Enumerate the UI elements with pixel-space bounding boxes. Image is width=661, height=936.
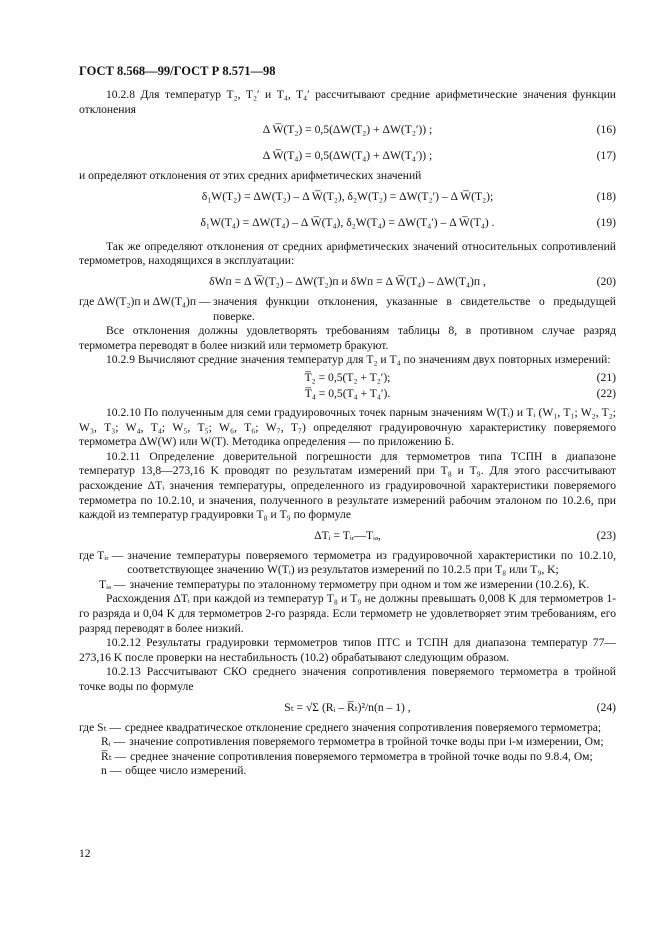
definition-row: [79, 549, 616, 578]
definition-row: [79, 578, 616, 593]
page-body: [79, 88, 616, 779]
equation-23-formula: ΔTᵢ = Tᵢᵣ—Tᵢₔ,: [314, 528, 381, 542]
equation-16-number: (16): [596, 123, 616, 137]
equation-17-formula: Δ W̅(T₄) = 0,5(ΔW(T₄) + ΔW(T₄′)) ;: [262, 149, 433, 163]
definition-term: где ΔW(T₂)п и ΔW(T₄)п —: [79, 294, 211, 308]
definition-term: R̅ₜ —: [101, 749, 127, 763]
definition-row: [79, 750, 616, 765]
equation-22-formula: T̅₄ = 0,5(T₄ + T₄′).: [304, 386, 391, 400]
equation-18-number: (18): [596, 189, 616, 203]
equation-18-formula: δ₁W(T₂) = ΔW(T₂) – Δ W̅(T₂), δ₂W(T₂) = ΔW(T₂′) – Δ W̅(T₂);: [201, 189, 494, 203]
equation-19-number: (19): [596, 215, 616, 229]
definitions-23: [79, 549, 616, 593]
paragraph-10-2-11: 10.2.11 Определение доверительной погрешности для термометров типа ТСПН в диапазоне температур 13,8—273,16 K проводят по результатам измерений при T₈ и T₉. Для этого рассчитывают расхождение ΔTᵢ значения температуры, определенного из градуировочной характеристики поверяемого термометра по 10.2.10, и значения, полученного в результате измерений рабочим эталоном по 10.2.6, при каждой из температур градуировки T₈ и T₉ по формуле: [79, 449, 616, 522]
equation-21-number: (21): [596, 370, 616, 384]
equation-16-formula: Δ W̅(T₂) = 0,5(ΔW(T₂) + ΔW(T₂′)) ;: [262, 123, 433, 137]
equation-23-number: (23): [596, 528, 616, 542]
equation-24-number: (24): [596, 700, 616, 714]
definition-term: Rᵢ —: [101, 735, 126, 749]
definition-term: где Sₜ —: [79, 720, 121, 734]
definition-row: [79, 735, 616, 750]
paragraph-relative-resistances: Так же определяют отклонения от средних арифметических значений относительных сопротивлений термометров, находящихся в эксплуатации:: [79, 239, 616, 268]
definition-desc: значение температуры поверяемого термометра из градуировочной характеристики по 10.2.10, соответствующее значению W(Tᵢ) из результатов измерений по 10.2.5 при T₈ или T₉, K;: [127, 548, 616, 577]
equation-22: [79, 386, 616, 402]
definition-term: n —: [101, 764, 122, 778]
definition-row: [79, 764, 616, 779]
equation-22-number: (22): [596, 386, 616, 400]
equation-24: [79, 695, 616, 721]
paragraph-10-2-9: 10.2.9 Вычисляют средние значения температур для T₂ и T₄ по значениям двух повторных измерений:: [106, 353, 611, 367]
equation-16: [79, 117, 616, 143]
definition-desc: значение температуры по эталонному термометру при одном и том же измерении (10.2.6), K.: [129, 577, 590, 591]
paragraph-discrepancies: Расхождения ΔTᵢ при каждой из температур T₈ и T₉ не должны превышать 0,008 K для термометров 1-го разряда и 0,04 K для термометров 2-го разряда. Если термометр не удовлетворяет этим требованиям, его разряд переводят в более низкий.: [79, 592, 616, 635]
equation-17-number: (17): [596, 149, 616, 163]
equation-24-formula: Sₜ = √Σ (Rᵢ – R̅ₜ)²/n(n – 1) ,: [284, 700, 411, 714]
equation-19-formula: δ₁W(T₄) = ΔW(T₄) – Δ W̅(T₄), δ₂W(T₄) = ΔW(T₄′) – Δ W̅(T₄) .: [200, 215, 495, 229]
equation-18: [79, 184, 616, 210]
page-header: ГОСТ 8.568—99/ГОСТ Р 8.571—98: [79, 64, 276, 78]
equation-21: [79, 370, 616, 386]
definition-row: [79, 721, 616, 736]
definition-term: где Tᵢᵣ —: [79, 548, 124, 562]
definition-desc: среднее значение сопротивления поверяемого термометра в тройной точке воды по 9.8.4, Ом;: [130, 749, 593, 763]
definition-desc: среднее квадратическое отклонение среднего значения сопротивления поверяемого термометра;: [124, 720, 602, 734]
equation-20: [79, 269, 616, 295]
paragraph-10-2-10: 10.2.10 По полученным для семи градуировочных точек парным значениям W(Tᵢ) и Tᵢ (W₁, T₁; W₂, T₂; W₃, T₃; W₄, T₄; W₅, T₅; W₆, T₆; W₇, T₇) определяют градуировочную характеристику поверяемого термометра ΔW(W) или W(T). Методика определения — по приложению Б.: [79, 405, 616, 449]
page-number: 12: [79, 847, 91, 860]
equation-20-formula: δWп = Δ W̅(T₂) – ΔW(T₂)п и δWп = Δ W̅(T₄) – ΔW(T₄)п ,: [209, 274, 486, 288]
equation-20-number: (20): [596, 274, 616, 288]
paragraph-10-2-8: 10.2.8 Для температур T₂, T₂′ и T₄, T₄′ рассчитывают средние арифметические значения функции отклонения: [79, 88, 616, 116]
equation-17: [79, 143, 616, 169]
equation-19: [79, 210, 616, 236]
paragraph-10-2-12: 10.2.12 Результаты градуировки термометров типов ПТС и ТСПН для диапазона температур 77—273,16 K после проверки на нестабильность (10.2) обрабатывают следующим образом.: [79, 636, 616, 664]
equation-21-formula: T̅₂ = 0,5(T₂ + T₂′);: [304, 370, 391, 384]
definition-desc: значения функции отклонения, указанные в свидетельстве о предыдущей поверке.: [213, 294, 616, 323]
definition-desc: значение сопротивления поверяемого термометра в тройной точке воды при i-м измерении, Ом;: [129, 735, 604, 749]
equation-23: [79, 523, 616, 549]
definition-row: [79, 295, 616, 324]
definition-desc: общее число измерений.: [125, 764, 247, 778]
paragraph-deviations: и определяют отклонения от этих средних арифметических значений: [79, 169, 422, 183]
definitions-20: [79, 295, 616, 324]
definitions-24: [79, 721, 616, 779]
paragraph-requirements: Все отклонения должны удовлетворять требованиям таблицы 8, в противном случае разряд термометра переводят в более низкий или термометр бракуют.: [79, 324, 616, 352]
paragraph-10-2-13: 10.2.13 Рассчитывают СКО среднего значения сопротивления поверяемого термометра в тройной точке воды по формуле: [79, 665, 616, 694]
definition-term: Tᵢₔ —: [99, 577, 126, 591]
